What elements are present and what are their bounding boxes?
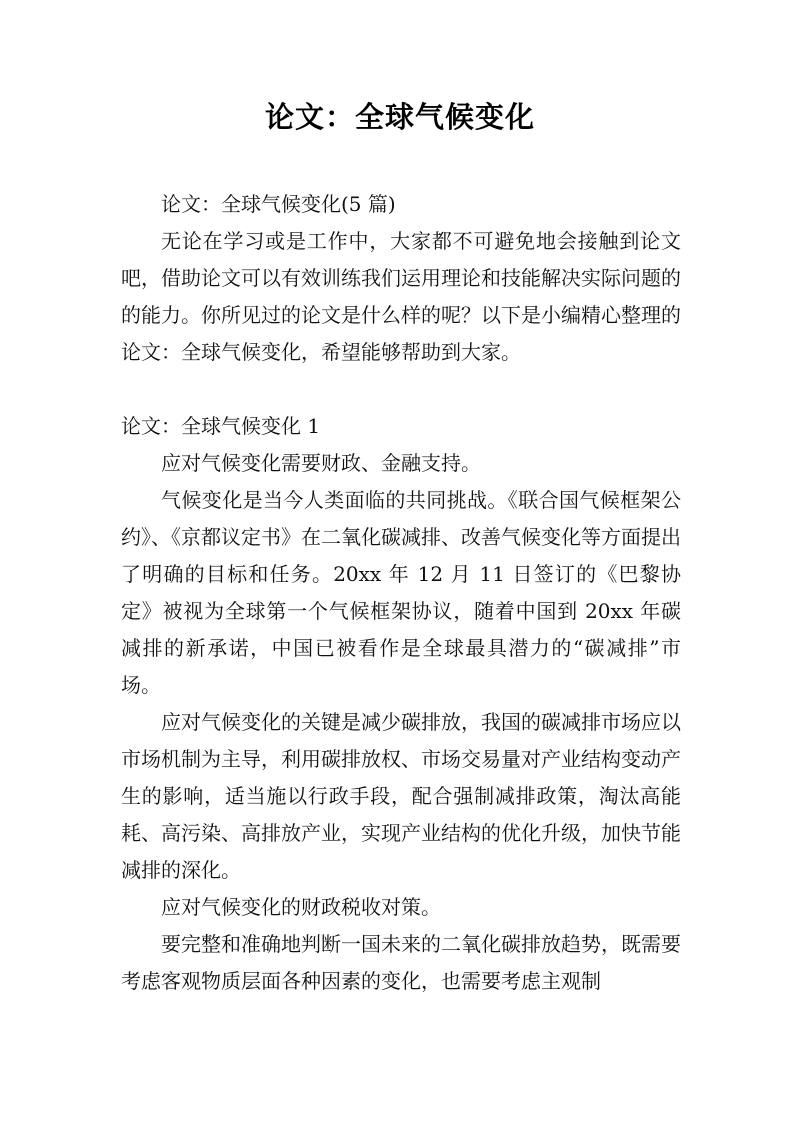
paragraph-emission-trend: 要完整和准确地判断一国未来的二氧化碳排放趋势，既需要考虑客观物质层面各种因素的变化，也需要考虑主观制	[121, 932, 681, 993]
document-title: 论文：全球气候变化	[264, 100, 535, 134]
paragraph-carbon-market: 应对气候变化的关键是减少碳排放，我国的碳减排市场应以市场机制为主导，利用碳排放权、市场交易量对产业结构变动产生的影响，适当施以行政手段，配合强制减排政策，淘汰高能耗、高污染、高排放产业，实现产业结构的优化升级，加快节能减排的深化。	[121, 710, 681, 882]
paragraph-finance-support: 应对气候变化需要财政、金融支持。	[161, 451, 481, 475]
document-body	[121, 186, 681, 1000]
blank-line	[121, 371, 681, 408]
section-heading: 论文：全球气候变化 1	[121, 414, 321, 438]
paragraph-tax-policy: 应对气候变化的财政税收对策。	[161, 895, 441, 919]
paragraph-subtitle: 论文：全球气候变化(5 篇)	[161, 192, 396, 216]
paragraph-challenge: 气候变化是当今人类面临的共同挑战。《联合国气候框架公约》、《京都议定书》在二氧化碳减排、改善气候变化等方面提出了明确的目标和任务。20xx 年 12 月 11 日签订的《巴黎协定》被视为全球第一个气候框架协议，随着中国到 20xx 年碳减排的新承诺，中国已被看作是全球最具潜力的“碳减排”市场。	[121, 488, 681, 697]
paragraph-intro: 无论在学习或是工作中，大家都不可避免地会接触到论文吧，借助论文可以有效训练我们运用理论和技能解决实际问题的的能力。你所见过的论文是什么样的呢？以下是小编精心整理的论文：全球气候变化，希望能够帮助到大家。	[121, 229, 681, 364]
